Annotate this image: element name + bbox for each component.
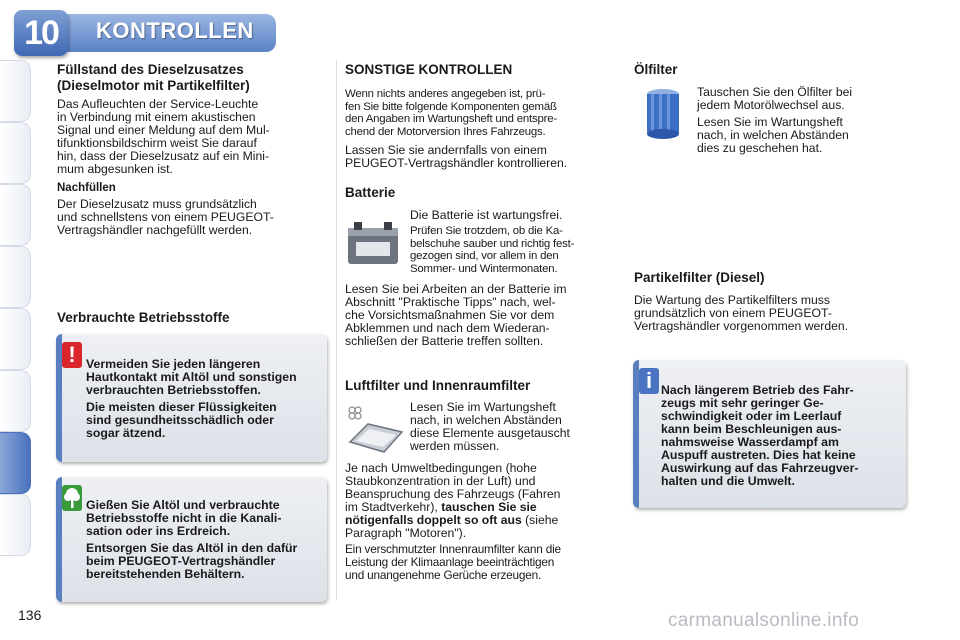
battery-text [410,209,616,275]
info-note-box [633,360,906,508]
paragraph: Je nach Umweltbedingungen (hohe Staubkonzentration in der Luft) und Beanspruchung des Fahrzeugs (Fahren im Stadtverkehr), tauschen Sie sie nötigenfalls doppelt so oft aus (siehe Paragraph "Motoren"). [345,461,561,540]
info-icon: i [639,368,659,394]
chapter-tab[interactable] [0,122,31,184]
warning-note-box [56,334,327,462]
tree-icon [62,485,82,511]
paragraph: Der Dieselzusatz muss grundsätzlich und schnellstens von einem PEUGEOT- Vertragshändler nachgefüllt werden. [57,197,274,237]
section-title: Luftfilter und Innenraumfilter [345,378,531,393]
chapter-tab[interactable] [0,370,31,432]
section-title: Füllstand des Dieselzusatzes (Dieselmotor mit Partikelfilter) [57,62,250,93]
page-number: 136 [18,607,42,623]
chapter-tab[interactable] [0,308,31,370]
note-text: Nach längerem Betrieb des Fahr- zeugs mit sehr geringer Ge- schwindigkeit oder im Leerlauf kann beim Beschleunigen aus- nahmsweise Wasserdampf am Auspuff austreten. Dies hat keine Auswirkung auf das Fahrzeugver- halten und die Umwelt. [661,383,859,488]
section-title: Ölfilter [634,62,678,77]
oil-filter-text [697,86,905,155]
battery-icon [344,218,404,268]
paragraph: Die Wartung des Partikelfilters muss grundsätzlich von einem PEUGEOT- Vertragshändler vorgenommen werden. [634,293,849,333]
chapter-number-badge: 10 [14,10,68,56]
chapter-tab[interactable] [0,184,31,246]
section-title: Partikelfilter (Diesel) [634,270,765,285]
watermark: carmanualsonline.info [668,610,860,631]
section-title: Batterie [345,185,396,200]
note-text: Vermeiden Sie jeden längeren Hautkontakt mit Altöl und sonstigen verbrauchten Betriebsstoffen. [86,357,297,397]
chapter-tab[interactable] [0,494,31,556]
note-text: Die meisten dieser Flüssigkeiten sind gesundheitsschädlich oder sogar ätzend. [86,400,277,440]
subheading: Nachfüllen [57,182,116,194]
paragraph: Die Batterie ist wartungsfrei. [410,208,563,222]
paragraph: Lesen Sie bei Arbeiten an der Batterie im Abschnitt "Praktische Tipps" nach, wel- che Vorsichtsmaßnahmen Sie vor dem Abklemmen und nach dem Wiederan- schließen der Batterie treffen sollten. [345,282,567,348]
paragraph: Lesen Sie im Wartungsheft nach, in welchen Abständen diese Elemente ausgetauscht werden müssen. [410,400,570,453]
chapter-tab[interactable] [0,246,31,308]
other-checks-section [345,62,617,170]
page-title: KONTROLLEN [96,18,254,43]
paragraph: Wenn nichts anderes angegeben ist, prü- fen Sie bitte folgende Komponenten gemäß den Angaben im Wartungsheft und entspre- chend der Motorversion Ihres Fahrzeugs. [345,88,557,138]
oil-filter-icon [640,86,686,142]
warning-icon: ! [62,342,82,368]
column-divider [336,60,337,600]
chapter-tab[interactable] [0,60,31,122]
note-text: Entsorgen Sie das Altöl in den dafür beim PEUGEOT-Vertragshändler bereitstehenden Behältern. [86,541,298,581]
paragraph: Prüfen Sie trotzdem, ob die Ka- belschuhe sauber und richtig fest- gezogen sind, vor allem in den Sommer- und Wintermonaten. [410,225,575,275]
environment-note-box [56,477,327,602]
section-title: SONSTIGE KONTROLLEN [345,62,513,77]
diesel-additive-section [57,62,327,237]
paragraph: Lassen Sie sie andernfalls von einem PEUGEOT-Vertragshändler kontrollieren. [345,143,568,170]
paragraph: Das Aufleuchten der Service-Leuchte in Verbindung mit einem akustischen Signal und einer Meldung auf dem Mul- tifunktionsbildschirm weist Sie darauf hin, dass der Dieselzusatz auf ein Mini- mum abgesunken ist. [57,97,270,176]
paragraph: Tauschen Sie den Ölfilter bei jedem Motorölwechsel aus. [697,85,853,112]
air-filter-icon [344,402,406,454]
paragraph: Ein verschmutzter Innenraumfilter kann die Leistung der Klimaanlage beeinträchtigen und unangenehme Gerüche erzeugen. [345,542,561,582]
chapter-tab-active[interactable] [0,432,31,494]
section-title: Verbrauchte Betriebsstoffe [57,310,230,325]
note-text: Gießen Sie Altöl und verbrauchte Betriebsstoffe nicht in die Kanali- sation oder ins Erdreich. [86,498,282,538]
paragraph: Lesen Sie im Wartungsheft nach, in welchen Abständen dies zu geschehen hat. [697,115,849,155]
